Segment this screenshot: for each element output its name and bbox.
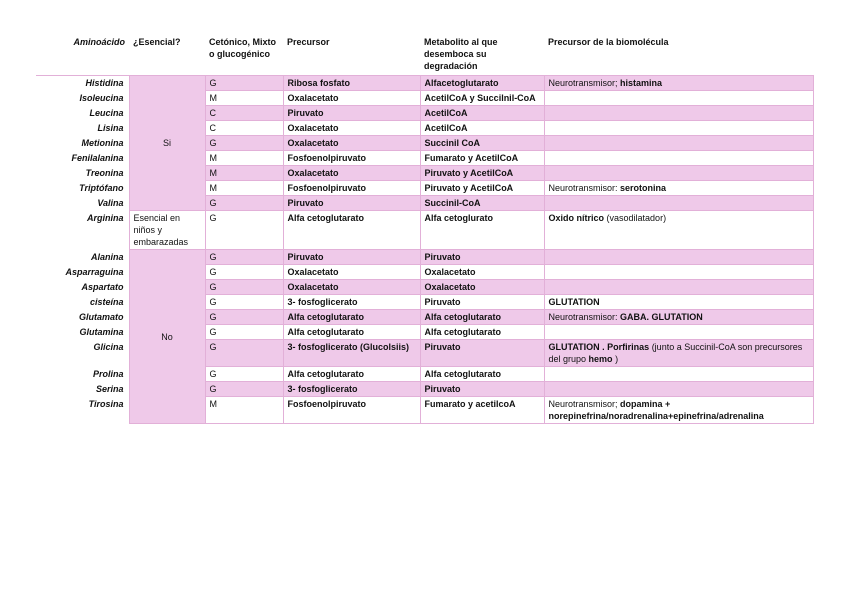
cetonico-type: G [205, 325, 283, 340]
biomolecula-bio-bold: serotonina [620, 183, 667, 193]
aminoacido-name: Arginina [86, 212, 124, 223]
biomolecula-cell [544, 250, 813, 265]
biomolecula-bio-pre: Neurotransmisor; [548, 399, 618, 409]
aminoacido-name: Prolina [92, 368, 124, 379]
biomolecula-cell [544, 136, 813, 151]
biomolecula-cell [544, 382, 813, 397]
biomolecula-cell [544, 91, 813, 106]
biomolecula-cell [544, 76, 813, 91]
precursor-cell: Oxalacetato [283, 91, 420, 106]
esencial-group-si: Si [129, 76, 205, 211]
cetonico-type: C [205, 121, 283, 136]
precursor-cell: Oxalacetato [283, 121, 420, 136]
esencial-group-arginina: Esencial en niños y embarazadas [129, 211, 205, 250]
metabolito-cell: AcetilCoA [420, 121, 544, 136]
biomolecula-bio-pre: Neurotransmisor: [548, 183, 618, 193]
cetonico-type: G [205, 76, 283, 91]
biomolecula-bio-post: (junto a Succinil-CoA son precursores del grupo [548, 342, 803, 364]
biomolecula-bio-bold: dopamina + norepinefrina/noradrenalina+epinefrina/adrenalina [548, 399, 764, 421]
cetonico-type: G [205, 367, 283, 382]
precursor-cell: 3- fosfoglicerato [283, 382, 420, 397]
esencial-group-no: No [129, 250, 205, 424]
cetonico-type: C [205, 106, 283, 121]
aminoacido-name: Glutamato [78, 311, 124, 322]
metabolito-cell: AcetilCoA y Succilnil-CoA [420, 91, 544, 106]
precursor-cell: Oxalacetato [283, 265, 420, 280]
metabolito-cell: Piruvato [420, 382, 544, 397]
biomolecula-cell [544, 325, 813, 340]
header-precursor: Precursor [283, 34, 420, 76]
metabolito-cell: Alfacetoglutarato [420, 76, 544, 91]
aminoacido-name: Treonina [85, 167, 124, 178]
biomolecula-cell [544, 340, 813, 367]
metabolito-cell: Fumarato y AcetilCoA [420, 151, 544, 166]
aminoacido-name: Histidina [85, 78, 124, 88]
cetonico-type: G [205, 136, 283, 151]
metabolito-cell: Oxalacetato [420, 265, 544, 280]
biomolecula-cell [544, 121, 813, 136]
cetonico-type: M [205, 91, 283, 106]
biomolecula-bio-post2: ) [615, 354, 619, 364]
biomolecula-cell [544, 166, 813, 181]
precursor-cell: Ribosa fosfato [283, 76, 420, 91]
precursor-cell: 3- fosfoglicerato [283, 295, 420, 310]
header-metabolito: Metabolito al que desemboca su degradación [420, 34, 544, 76]
metabolito-cell: Alfa cetoglurato [420, 211, 544, 250]
precursor-cell: Piruvato [283, 106, 420, 121]
biomolecula-cell [544, 106, 813, 121]
precursor-cell: Fosfoenolpiruvato [283, 151, 420, 166]
header-biomolecula: Precursor de la biomolécula [544, 34, 813, 76]
metabolito-cell: Piruvato y AcetilCoA [420, 181, 544, 196]
aminoacido-name: cisteína [89, 296, 124, 307]
cetonico-type: G [205, 280, 283, 295]
precursor-cell: Alfa cetoglutarato [283, 325, 420, 340]
biomolecula-cell [544, 181, 813, 196]
cetonico-type: M [205, 181, 283, 196]
precursor-cell: Oxalacetato [283, 136, 420, 151]
biomolecula-cell [544, 211, 813, 250]
metabolito-cell: Piruvato y AcetilCoA [420, 166, 544, 181]
precursor-cell: 3- fosfoglicerato (Glucolsiis) [283, 340, 420, 367]
aminoacido-name: Triptófano [79, 182, 124, 193]
amino-acid-table-sheet [36, 34, 813, 424]
aminoacido-name: Isoleucina [79, 92, 124, 103]
precursor-cell: Fosfoenolpiruvato [283, 181, 420, 196]
aminoacido-name: Metionina [81, 137, 124, 148]
aminoacido-name: Tirosina [88, 398, 124, 409]
metabolito-cell: AcetilCoA [420, 106, 544, 121]
biomolecula-bio-pre: Neurotransmisor: [548, 312, 618, 322]
precursor-cell: Fosfoenolpiruvato [283, 397, 420, 424]
aminoacido-name: Alanina [90, 251, 124, 262]
aminoacido-name: Glicina [93, 341, 124, 352]
biomolecula-cell [544, 295, 813, 310]
cetonico-type: G [205, 211, 283, 250]
metabolito-cell: Oxalacetato [420, 280, 544, 295]
cetonico-type: G [205, 250, 283, 265]
header-cetonico: Cetónico, Mixto o glucogénico [205, 34, 283, 76]
biomolecula-bio-pre: Neurotransmisor; [548, 78, 618, 88]
aminoacido-name: Glutamina [79, 326, 124, 337]
header-esencial: ¿Esencial? [129, 34, 205, 76]
biomolecula-bio-bold: GLUTATION . Porfirinas [548, 342, 650, 352]
cetonico-type: G [205, 295, 283, 310]
biomolecula-bio-bold: GABA. GLUTATION [620, 312, 703, 322]
precursor-cell: Alfa cetoglutarato [283, 367, 420, 382]
biomolecula-cell [544, 151, 813, 166]
biomolecula-cell [544, 196, 813, 211]
biomolecula-bio-bold: Oxido nítrico [548, 213, 605, 223]
metabolito-cell: Succinil CoA [420, 136, 544, 151]
biomolecula-bio-bold2: hemo [588, 354, 613, 364]
metabolito-cell: Fumarato y acetilcoA [420, 397, 544, 424]
biomolecula-cell [544, 367, 813, 382]
cetonico-type: M [205, 166, 283, 181]
biomolecula-bio-bold: GLUTATION [548, 297, 600, 307]
biomolecula-cell [544, 397, 813, 424]
aminoacido-name: Fenilalanina [71, 152, 124, 163]
biomolecula-bio-bold: histamina [620, 78, 663, 88]
cetonico-type: M [205, 151, 283, 166]
table-row [36, 250, 813, 265]
metabolito-cell: Piruvato [420, 295, 544, 310]
biomolecula-cell [544, 280, 813, 295]
cetonico-type: M [205, 397, 283, 424]
amino-acid-table [36, 34, 814, 424]
metabolito-cell: Piruvato [420, 340, 544, 367]
aminoacido-name: Serina [95, 383, 124, 394]
cetonico-type: G [205, 196, 283, 211]
biomolecula-cell [544, 310, 813, 325]
aminoacido-name: Lisina [97, 122, 124, 133]
table-body [36, 76, 813, 424]
metabolito-cell: Alfa cetoglutarato [420, 325, 544, 340]
precursor-cell: Alfa cetoglutarato [283, 310, 420, 325]
precursor-cell: Oxalacetato [283, 280, 420, 295]
cetonico-type: G [205, 310, 283, 325]
precursor-cell: Piruvato [283, 250, 420, 265]
metabolito-cell: Succinil-CoA [420, 196, 544, 211]
metabolito-cell: Alfa cetoglutarato [420, 310, 544, 325]
table-row [36, 211, 813, 250]
header-row [36, 34, 813, 76]
aminoacido-name: Valina [97, 197, 124, 208]
aminoacido-name: Leucina [89, 107, 124, 118]
biomolecula-bio-post: (vasodilatador) [606, 213, 667, 223]
metabolito-cell: Alfa cetoglutarato [420, 367, 544, 382]
cetonico-type: G [205, 340, 283, 367]
cetonico-type: G [205, 265, 283, 280]
cetonico-type: G [205, 382, 283, 397]
precursor-cell: Oxalacetato [283, 166, 420, 181]
biomolecula-cell [544, 265, 813, 280]
aminoacido-name: Asparraguina [65, 266, 124, 277]
aminoacido-name: Aspartato [81, 281, 124, 292]
precursor-cell: Alfa cetoglutarato [283, 211, 420, 250]
header-aminoacido: Aminoácido [36, 34, 129, 76]
table-row [36, 76, 813, 91]
metabolito-cell: Piruvato [420, 250, 544, 265]
precursor-cell: Piruvato [283, 196, 420, 211]
